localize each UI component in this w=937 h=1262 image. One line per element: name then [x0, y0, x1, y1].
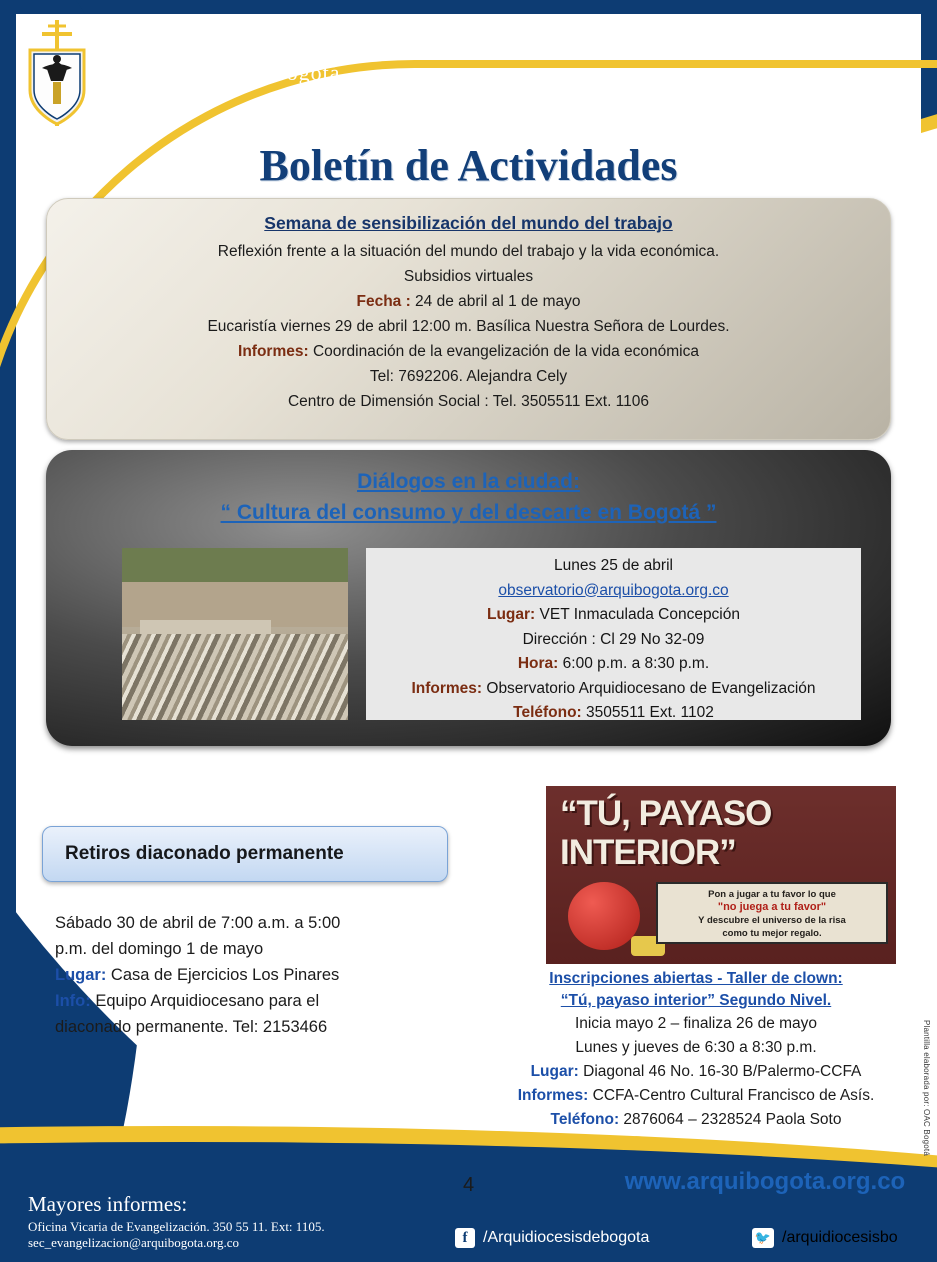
- taller-info: [480, 1084, 912, 1108]
- footer-contact-title: Mayores informes:: [28, 1192, 188, 1216]
- taller-info-label: Informes:: [517, 1087, 589, 1104]
- card2-place-value: VET Inmaculada Concepción: [535, 606, 740, 623]
- footer-contact-line1: Oficina Vicaria de Evangelización. 350 55 11. Ext: 1105.: [28, 1219, 325, 1234]
- card2-info-label: Informes:: [411, 679, 483, 697]
- poster-strip-line2: Y descubre el universo de la risa: [698, 915, 846, 926]
- card1-title: Semana de sensibilización del mundo del trabajo: [264, 213, 673, 233]
- facebook-icon: f: [455, 1228, 475, 1248]
- card2-phone-label: Teléfono:: [513, 704, 582, 721]
- card2-date: Lunes 25 de abril: [554, 557, 673, 574]
- card1-line3: Eucaristía viernes 29 de abril 12:00 m. Basílica Nuestra Señora de Lourdes.: [207, 318, 730, 335]
- taller-clown-poster: [546, 786, 896, 964]
- page-title: Boletín de Actividades: [259, 141, 678, 190]
- card1-date-label: Fecha :: [356, 293, 411, 310]
- organization-label: Arquidiócesis de Bogotá: [100, 60, 341, 85]
- card2-phone-value: 3505511 Ext. 1102: [581, 704, 714, 721]
- retiros-details: [55, 910, 485, 1040]
- card2-time: [366, 652, 861, 677]
- retiros-diaconado-label: Retiros diaconado permanente: [65, 843, 344, 864]
- footer-contact-line2[interactable]: sec_evangelizacion@arquibogota.org.co: [28, 1235, 239, 1250]
- poster-title-line2: INTERIOR”: [560, 833, 736, 872]
- poster-strip-quote: "no juega a tu favor": [717, 901, 827, 913]
- card-dialogos-ciudad: [46, 450, 891, 746]
- taller-head-line2: “Tú, payaso interior” Segundo Nivel.: [560, 992, 832, 1009]
- card2-info-value: Observatorio Arquidiocesano de Evangelización: [482, 679, 816, 697]
- card1-line5: Centro de Dimensión Social : Tel. 3505511 Ext. 1106: [287, 393, 650, 410]
- taller-clown-details: [480, 968, 912, 1132]
- poster-strip-line3: como tu mejor regalo.: [722, 928, 822, 939]
- card2-place-label: Lugar:: [487, 606, 536, 623]
- taller-info-value: CCFA-Centro Cultural Francisco de Asís.: [588, 1087, 875, 1104]
- retiros-place-value: Casa de Ejercicios Los Pinares: [106, 966, 340, 984]
- card2-address: Dirección : Cl 29 No 32-09: [522, 630, 705, 648]
- retiros-diaconado-banner: [42, 826, 448, 882]
- card1-info: [47, 339, 890, 364]
- taller-head-line1: Inscripciones abiertas - Taller de clown:: [549, 970, 843, 987]
- taller-line2: Lunes y jueves de 6:30 a 8:30 p.m.: [575, 1039, 817, 1056]
- facebook-link[interactable]: [455, 1228, 649, 1248]
- card1-line2: Subsidios virtuales: [403, 268, 534, 285]
- red-balloon-icon: [568, 882, 640, 950]
- facebook-handle: /Arquidiocesisdebogota: [483, 1229, 650, 1246]
- retiros-place-label: Lugar:: [55, 966, 107, 984]
- taller-line1: Inicia mayo 2 – finaliza 26 de mayo: [574, 1015, 818, 1032]
- taller-place-label: Lugar:: [530, 1063, 579, 1080]
- twitter-handle: /arquidiocesisbo: [782, 1229, 898, 1246]
- card2-time-label: Hora:: [517, 655, 559, 672]
- retiros-place: [55, 962, 485, 988]
- poster-strip-line1: Pon a jugar a tu favor lo que: [708, 889, 836, 900]
- card2-info: [366, 677, 861, 702]
- card2-time-value: 6:00 p.m. a 8:30 p.m.: [558, 655, 710, 672]
- footer-contact: [28, 1192, 325, 1251]
- coat-of-arms-icon: [22, 16, 92, 134]
- retiros-info-value: Equipo Arquidiocesano para el: [90, 992, 320, 1010]
- taller-place: [480, 1060, 912, 1084]
- card1-info-label: Informes:: [238, 343, 309, 360]
- card2-title-line2: “ Cultura del consumo y del descarte en Bogotá ”: [220, 501, 717, 524]
- retiros-info: [55, 988, 485, 1014]
- twitter-icon: 🐦: [752, 1228, 774, 1248]
- page-number: 4: [462, 1174, 475, 1196]
- taller-place-value: Diagonal 46 No. 16-30 B/Palermo-CCFA: [578, 1063, 862, 1080]
- retiros-info-label: Info:: [55, 992, 91, 1010]
- card2-email-link[interactable]: observatorio@arquibogota.org.co: [498, 581, 729, 599]
- card2-title-line1: Diálogos en la ciudad:: [357, 470, 580, 493]
- taller-phone-label: Teléfono:: [550, 1111, 620, 1128]
- poster-strip: [656, 882, 888, 944]
- card1-line4: Tel: 7692206. Alejandra Cely: [369, 368, 568, 385]
- retiros-line2: p.m. del domingo 1 de mayo: [55, 940, 264, 958]
- twitter-link[interactable]: [752, 1228, 898, 1248]
- card2-phone: [366, 701, 861, 726]
- card2-details: [366, 548, 861, 720]
- taller-phone-value: 2876064 – 2328524 Paola Soto: [619, 1111, 842, 1128]
- card1-line1: Reflexión frente a la situación del mundo del trabajo y la vida económica.: [217, 243, 720, 260]
- website-url[interactable]: www.arquibogota.org.co: [624, 1168, 906, 1195]
- template-credit: Plantilla elaborada por: OAC Bogotá: [922, 1020, 931, 1156]
- card2-place: [366, 603, 861, 628]
- taller-phone: [480, 1108, 912, 1132]
- card1-date-value: 24 de abril al 1 de mayo: [410, 293, 581, 310]
- card1-info-value: Coordinación de la evangelización de la vida económica: [308, 343, 699, 360]
- card-semana-sensibilizacion: [46, 198, 891, 440]
- card1-date: [47, 289, 890, 314]
- retiros-line3: diaconado permanente. Tel: 2153466: [55, 1018, 328, 1036]
- organization-name: [100, 60, 341, 86]
- landfill-photo: [122, 548, 348, 720]
- poster-title-line1: “TÚ, PAYASO: [560, 794, 772, 833]
- retiros-line1: Sábado 30 de abril de 7:00 a.m. a 5:00: [55, 914, 341, 932]
